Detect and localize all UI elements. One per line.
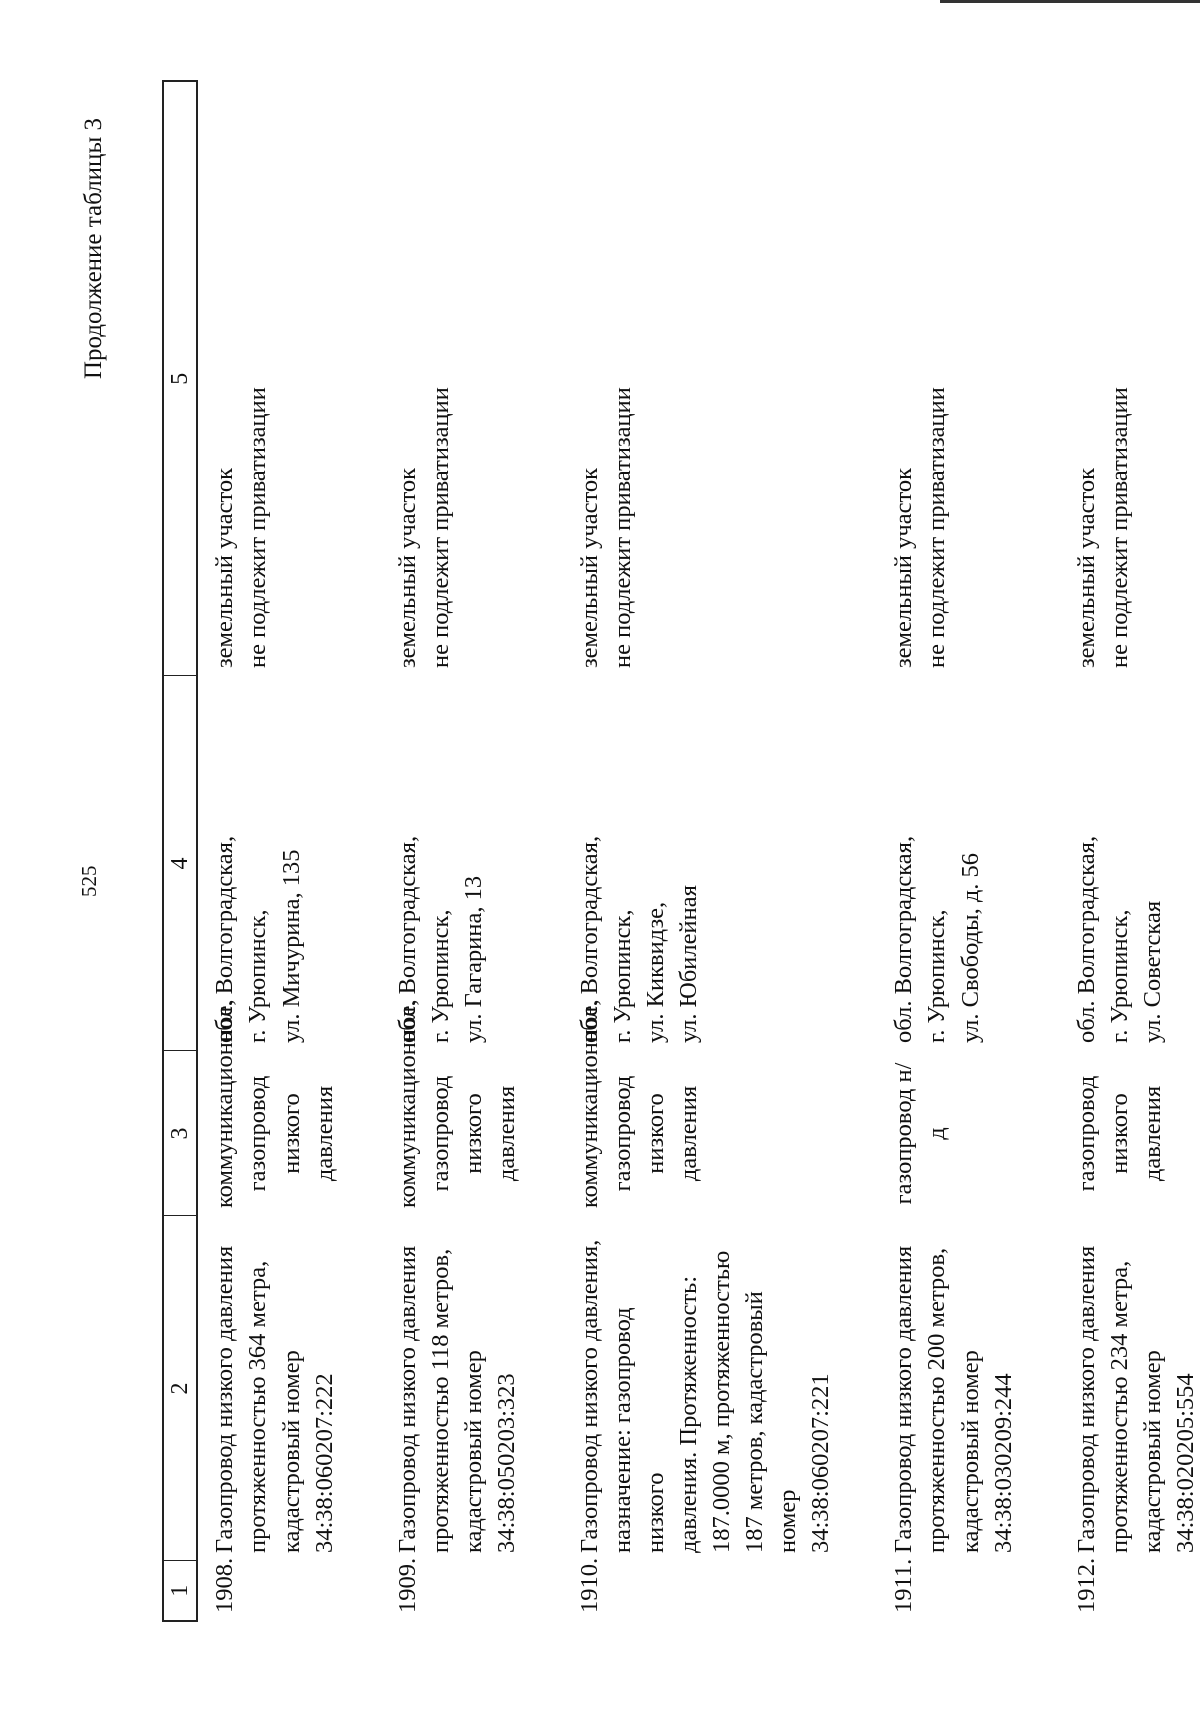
object-description-line: протяженностью 118 метров,: [426, 1248, 454, 1553]
object-address: [1060, 676, 1200, 1051]
object-description-line: кадастровый номер: [459, 1350, 487, 1553]
column-header-2: 2: [163, 1216, 197, 1561]
object-description-line: 34:38:020205:554: [1171, 1373, 1199, 1553]
object-address: [877, 676, 1059, 1051]
object-type-line: коммуникационное,: [393, 999, 421, 1208]
object-address-line: ул. Гагарина, 13: [459, 875, 487, 1043]
object-address-line: г. Урюпинск,: [1105, 909, 1133, 1043]
object-address-line: обл. Волгоградская,: [890, 835, 918, 1043]
column-header-3: 3: [163, 1051, 197, 1216]
object-description-line: назначение: газопровод низкого: [608, 1307, 670, 1553]
object-note: [381, 81, 563, 676]
object-description-line: кадастровый номер: [956, 1350, 984, 1553]
object-address-line: обл. Волгоградская,: [575, 835, 603, 1043]
row-number: 1911.: [890, 1558, 918, 1613]
object-description-line: 187.0000 м, протяженностью: [708, 1250, 736, 1553]
object-address: [563, 676, 878, 1051]
object-address-line: обл. Волгоградская,: [1072, 835, 1100, 1043]
object-address-line: ул. Юбилейная: [675, 885, 703, 1043]
table-row: [1060, 81, 1200, 1621]
object-address-line: ул. Советская: [1138, 900, 1166, 1043]
row-number: 1909.: [393, 1557, 421, 1613]
object-description-line: 34:38:030209:244: [989, 1373, 1017, 1553]
object-address-line: обл. Волгоградская,: [211, 835, 239, 1043]
object-address-line: г. Урюпинск,: [923, 909, 951, 1043]
object-description-line: 34:38:060207:221: [807, 1373, 835, 1553]
row-number: 1908.: [211, 1557, 239, 1613]
object-type-line: газопровод низкого: [244, 1075, 305, 1192]
object-type-line: давления: [310, 1085, 338, 1182]
object-description-line: кадастровый номер: [1138, 1350, 1166, 1553]
object-note-line: не подлежит приватизации: [923, 387, 951, 668]
page-number: 525: [77, 865, 101, 897]
object-type-line: коммуникационное,: [575, 999, 603, 1208]
table-caption: Продолжение таблицы 3: [80, 118, 107, 380]
column-header-5: 5: [163, 81, 197, 676]
object-description-line: протяженностью 364 метра,: [244, 1260, 272, 1553]
object-note: [197, 81, 380, 676]
column-header-4: 4: [163, 676, 197, 1051]
object-note-line: земельный участок: [575, 468, 603, 668]
object-note-line: не подлежит приватизации: [608, 387, 636, 668]
object-address-line: ул. Киквидзе,: [642, 901, 670, 1043]
object-address-line: ул. Мичурина, 135: [277, 849, 305, 1043]
object-address-line: г. Урюпинск,: [608, 909, 636, 1043]
object-type-line: газопровод низкого: [1072, 1075, 1133, 1192]
object-description: [563, 1216, 878, 1561]
object-note-line: не подлежит приватизации: [1105, 387, 1133, 668]
object-note-line: не подлежит приватизации: [244, 387, 272, 668]
object-type-line: давления: [492, 1085, 520, 1182]
object-description-line: протяженностью 200 метров,: [923, 1247, 951, 1553]
object-note: [1060, 81, 1200, 676]
object-type-line: газопровод н/д: [890, 1062, 951, 1205]
row-number: 1910.: [575, 1557, 603, 1613]
table-row: [197, 81, 380, 1621]
object-description-line: Газопровод низкого давления: [890, 1245, 918, 1553]
object-type: [563, 999, 878, 1216]
object-note-line: земельный участок: [1072, 468, 1100, 668]
object-description: [877, 1216, 1059, 1561]
table-row: [381, 81, 563, 1621]
object-description-line: протяженностью 234 метра,: [1105, 1260, 1133, 1553]
object-description-line: 34:38:060207:222: [310, 1373, 338, 1553]
object-description-line: 34:38:050203:323: [492, 1373, 520, 1553]
object-type-line: газопровод низкого: [608, 1075, 670, 1192]
object-note-line: не подлежит приватизации: [426, 387, 454, 668]
object-description: [1060, 1216, 1200, 1561]
object-type-line: давления: [1138, 1085, 1166, 1182]
object-description: [381, 1216, 563, 1561]
object-note-line: земельный участок: [890, 468, 918, 668]
object-description-line: 187 метров, кадастровый номер: [741, 1291, 802, 1553]
object-description-line: давления. Протяженность:: [675, 1275, 703, 1553]
object-address-line: ул. Свободы, д. 56: [956, 852, 984, 1043]
object-description-line: Газопровод низкого давления: [211, 1245, 239, 1553]
object-note-line: земельный участок: [211, 468, 239, 668]
column-header-1: 1: [163, 1561, 197, 1621]
object-description-line: кадастровый номер: [277, 1350, 305, 1553]
object-address-line: г. Урюпинск,: [244, 909, 272, 1043]
object-address-line: г. Урюпинск,: [426, 909, 454, 1043]
object-description-line: Газопровод низкого давления: [393, 1245, 421, 1553]
object-type: [1060, 1051, 1200, 1216]
object-type: [877, 1051, 1059, 1216]
object-type: [197, 999, 380, 1216]
object-type-line: давления: [675, 1085, 703, 1182]
object-address: [197, 676, 380, 1051]
object-description-line: Газопровод низкого давления: [1072, 1245, 1100, 1553]
object-type-line: газопровод низкого: [426, 1075, 487, 1192]
object-note: [877, 81, 1059, 676]
table-row: [877, 81, 1059, 1621]
table-header-row: [163, 81, 197, 1621]
object-note: [563, 81, 878, 676]
table-body: [197, 81, 1200, 1621]
object-address: [381, 676, 563, 1051]
object-description-line: Газопровод низкого давления,: [575, 1239, 603, 1553]
table-row: [563, 81, 878, 1621]
object-address-line: обл. Волгоградская,: [393, 835, 421, 1043]
object-type-line: коммуникационное,: [211, 999, 239, 1208]
object-type: [381, 999, 563, 1216]
object-note-line: земельный участок: [393, 468, 421, 668]
object-description: [197, 1216, 380, 1561]
row-number: 1912.: [1072, 1557, 1100, 1613]
property-table: [162, 80, 1200, 1622]
